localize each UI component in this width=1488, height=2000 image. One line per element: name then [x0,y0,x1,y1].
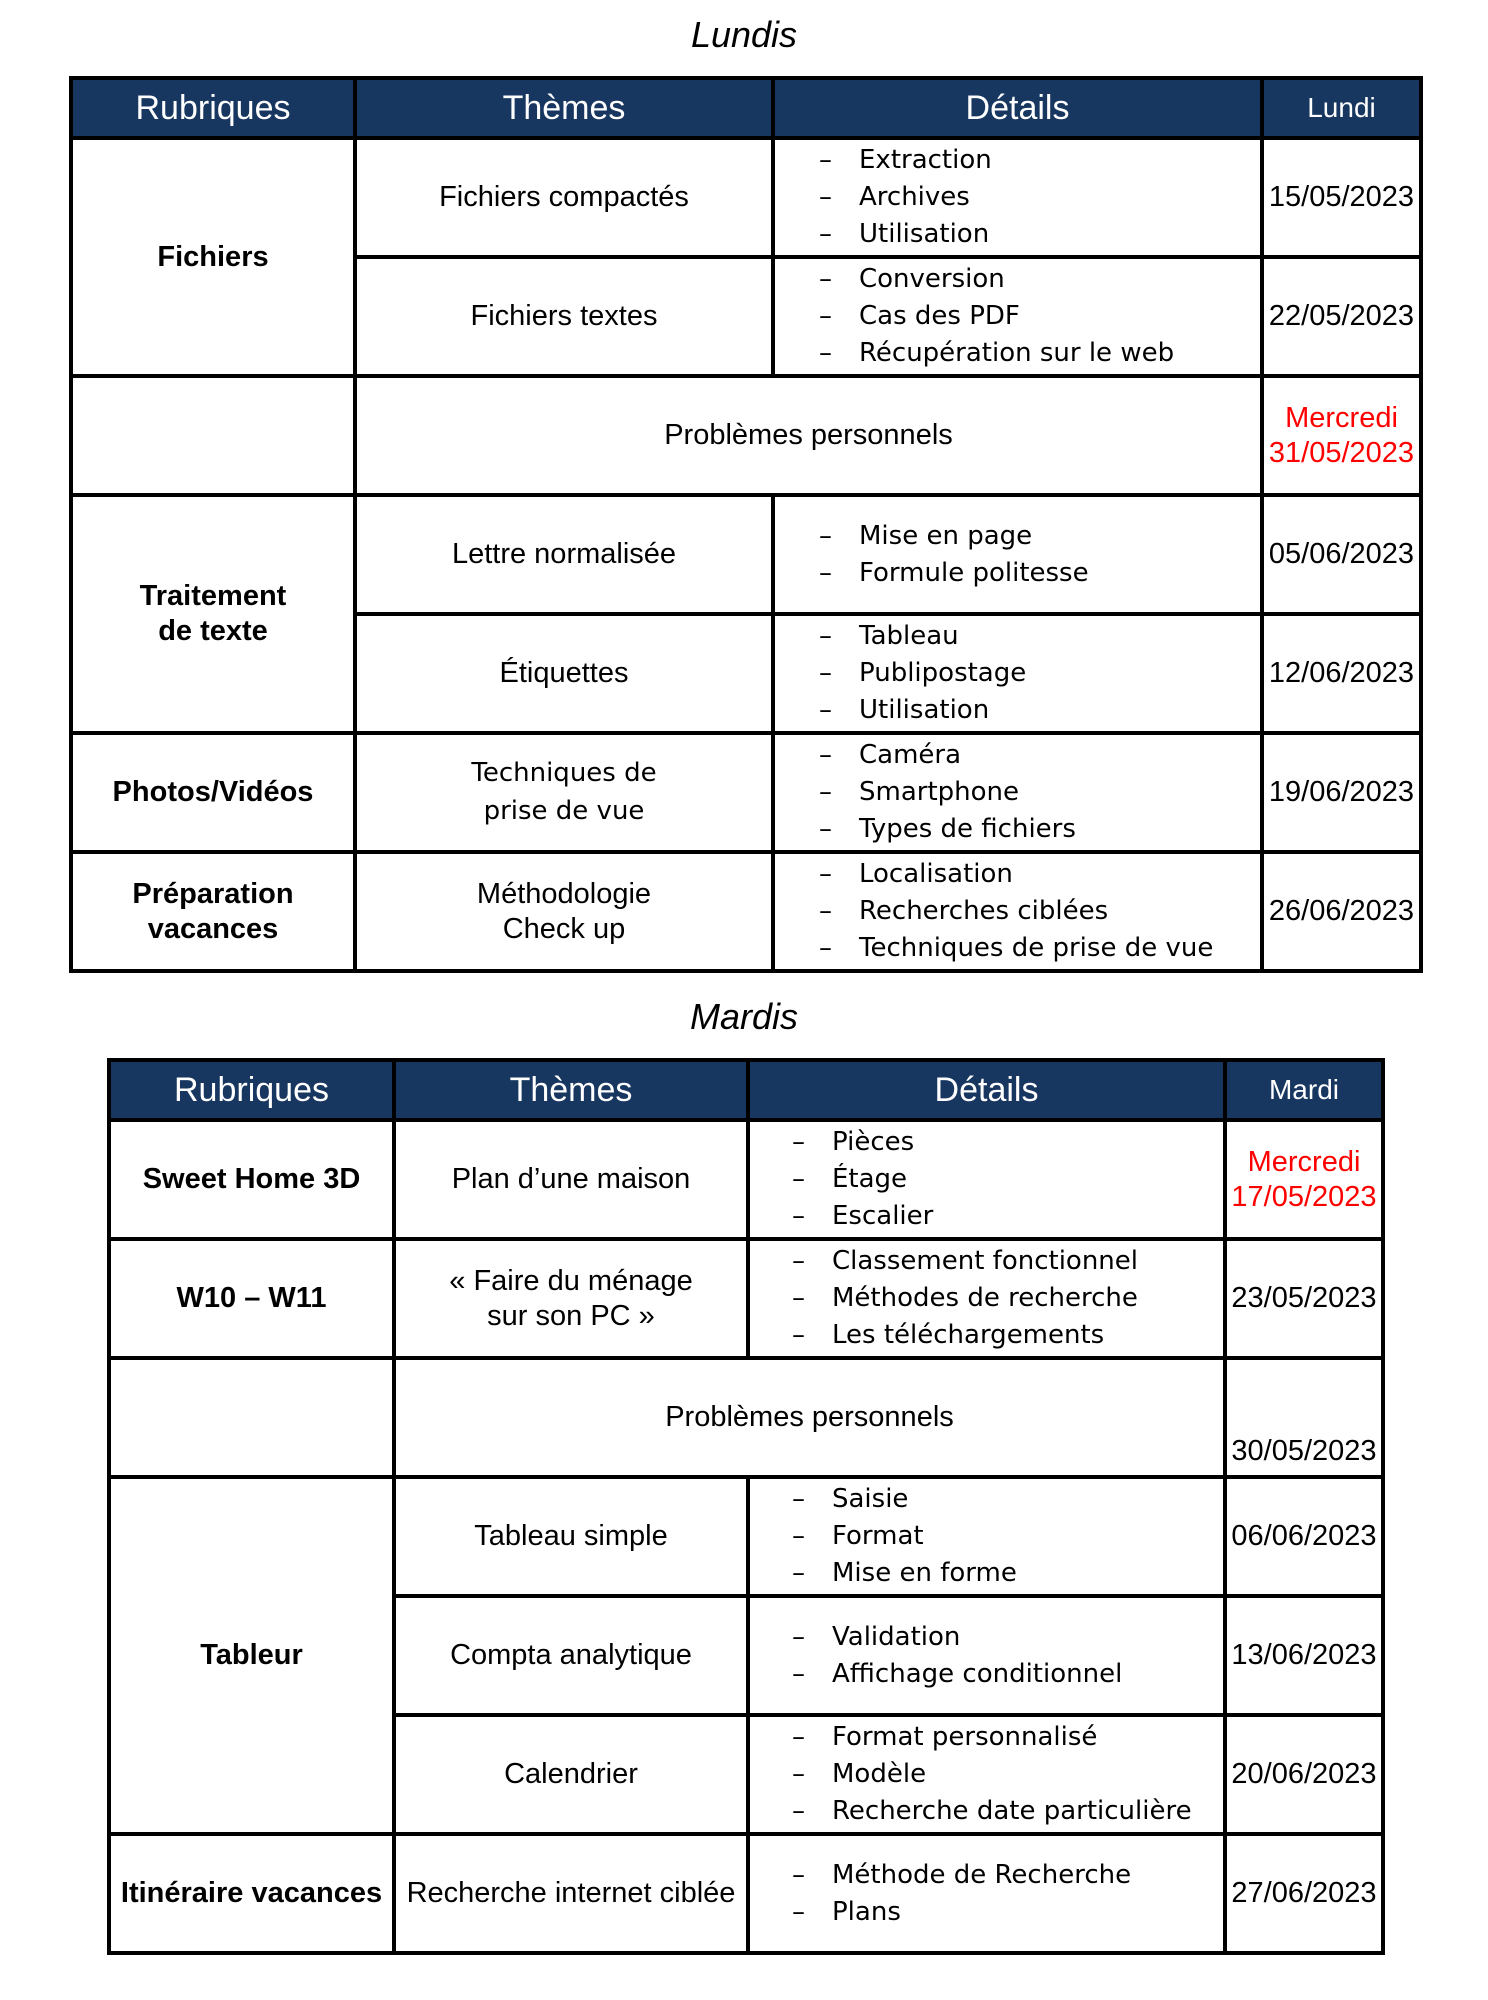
details-list [775,142,1260,253]
date-cell: 05/06/2023 [1262,495,1421,614]
details-cell [748,1834,1225,1953]
header-details: Détails [773,78,1262,138]
detail-item: – Techniques de prise de vue [775,930,1260,967]
theme-line: Méthodologie [476,877,652,910]
details-list [750,1619,1223,1693]
details-cell [773,138,1262,257]
table-row [109,1834,1383,1953]
table-row [71,376,1421,495]
rubrique-cell: Tableur [109,1477,394,1834]
rubrique-cell [71,495,355,733]
detail-item: – Caméra [775,737,1260,774]
details-cell [748,1715,1225,1834]
header-themes: Thèmes [394,1060,748,1120]
theme-line: prise de vue [483,795,645,826]
lundis-table [69,76,1423,973]
header-day: Lundi [1262,78,1421,138]
table-row [109,1120,1383,1239]
details-list [775,856,1260,967]
details-list [775,737,1260,848]
detail-item: – Format personnalisé [750,1719,1223,1756]
details-list [775,518,1260,592]
mardis-title: Mardis [689,996,799,1037]
details-cell [748,1239,1225,1358]
details-list [750,1481,1223,1592]
rubrique-cell: W10 – W11 [109,1239,394,1358]
details-cell [748,1596,1225,1715]
detail-item: – Classement fonctionnel [750,1243,1223,1280]
date-value: 17/05/2023 [1231,1180,1377,1213]
detail-item: – Plans [750,1894,1223,1931]
details-list [750,1243,1223,1354]
theme-line: sur son PC » [487,1299,655,1332]
details-list [775,618,1260,729]
mardis-table [107,1058,1385,1955]
detail-item: – Cas des PDF [775,298,1260,335]
header-details: Détails [748,1060,1225,1120]
date-cell-highlight [1262,376,1421,495]
details-list [750,1719,1223,1830]
date-cell: 13/06/2023 [1225,1596,1383,1715]
details-cell [773,733,1262,852]
detail-item: – Pièces [750,1124,1223,1161]
details-cell [773,257,1262,376]
lundis-header-row [71,78,1421,138]
theme-cell: Compta analytique [394,1596,748,1715]
details-cell [773,852,1262,971]
theme-cell: Lettre normalisée [355,495,773,614]
detail-item: – Publipostage [775,655,1260,692]
date-value: 31/05/2023 [1268,436,1415,469]
detail-item: – Mise en forme [750,1555,1223,1592]
details-cell [748,1477,1225,1596]
detail-item: – Récupération sur le web [775,335,1260,372]
theme-cell: Plan d’une maison [394,1120,748,1239]
details-cell [773,614,1262,733]
detail-item: – Utilisation [775,216,1260,253]
date-weekday: Mercredi [1247,1145,1361,1178]
date-cell: 23/05/2023 [1225,1239,1383,1358]
rubrique-cell-empty [109,1358,394,1477]
details-list [750,1857,1223,1931]
date-cell: 06/06/2023 [1225,1477,1383,1596]
table-row [71,495,1421,614]
theme-line: « Faire du ménage [449,1264,693,1297]
detail-item: – Affichage conditionnel [750,1656,1223,1693]
detail-item: – Types de fichiers [775,811,1260,848]
detail-item: – Archives [775,179,1260,216]
theme-cell: Étiquettes [355,614,773,733]
date-cell-highlight [1225,1120,1383,1239]
details-list [750,1124,1223,1235]
details-list [775,261,1260,372]
date-cell: 27/06/2023 [1225,1834,1383,1953]
rubrique-cell: Fichiers [71,138,355,376]
lundis-title: Lundis [690,14,798,55]
detail-item: – Saisie [750,1481,1223,1518]
theme-line: Check up [502,912,626,945]
date-cell: 20/06/2023 [1225,1715,1383,1834]
detail-item: – Format [750,1518,1223,1555]
rubrique-cell: Photos/Vidéos [71,733,355,852]
date-cell: 22/05/2023 [1262,257,1421,376]
detail-item: – Smartphone [775,774,1260,811]
rubrique-cell: Sweet Home 3D [109,1120,394,1239]
detail-item: – Tableau [775,618,1260,655]
details-cell [748,1120,1225,1239]
theme-line: Techniques de [471,757,657,788]
detail-item: – Utilisation [775,692,1260,729]
rubrique-cell [71,852,355,971]
date-cell: 12/06/2023 [1262,614,1421,733]
table-row [109,1239,1383,1358]
rubrique-line: de texte [158,615,268,647]
detail-item: – Localisation [775,856,1260,893]
date-cell: 26/06/2023 [1262,852,1421,971]
header-day: Mardi [1225,1060,1383,1120]
detail-item: – Recherche date particulière [750,1793,1223,1830]
theme-cell [394,1239,748,1358]
rubrique-line: vacances [147,912,279,945]
detail-item: – Recherches ciblées [775,893,1260,930]
detail-item: – Étage [750,1161,1223,1198]
theme-cell: Tableau simple [394,1477,748,1596]
date-weekday: Mercredi [1285,401,1398,434]
theme-cell [355,733,773,852]
table-row [109,1477,1383,1596]
detail-item: – Validation [750,1619,1223,1656]
rubrique-cell-empty [71,376,355,495]
table-row [109,1358,1383,1477]
date-cell: 30/05/2023 [1225,1358,1383,1477]
detail-item: – Mise en page [775,518,1260,555]
detail-item: – Formule politesse [775,555,1260,592]
theme-cell: Fichiers textes [355,257,773,376]
detail-item: – Escalier [750,1198,1223,1235]
rubrique-cell: Itinéraire vacances [109,1834,394,1953]
rubrique-line: Préparation [132,877,294,910]
table-row [71,852,1421,971]
theme-cell: Problèmes personnels [394,1358,1225,1477]
date-cell: 15/05/2023 [1262,138,1421,257]
header-themes: Thèmes [355,78,773,138]
theme-cell: Fichiers compactés [355,138,773,257]
theme-cell: Recherche internet ciblée [394,1834,748,1953]
detail-item: – Conversion [775,261,1260,298]
detail-item: – Les téléchargements [750,1317,1223,1354]
theme-cell: Calendrier [394,1715,748,1834]
theme-cell: Problèmes personnels [355,376,1262,495]
detail-item: – Méthode de Recherche [750,1857,1223,1894]
date-cell: 19/06/2023 [1262,733,1421,852]
mardis-header-row [109,1060,1383,1120]
details-cell [773,495,1262,614]
header-rubriques: Rubriques [109,1060,394,1120]
rubrique-line: Traitement [139,580,287,613]
table-row [71,733,1421,852]
detail-item: – Méthodes de recherche [750,1280,1223,1317]
detail-item: – Extraction [775,142,1260,179]
theme-cell [355,852,773,971]
detail-item: – Modèle [750,1756,1223,1793]
table-row [71,138,1421,257]
header-rubriques: Rubriques [71,78,355,138]
